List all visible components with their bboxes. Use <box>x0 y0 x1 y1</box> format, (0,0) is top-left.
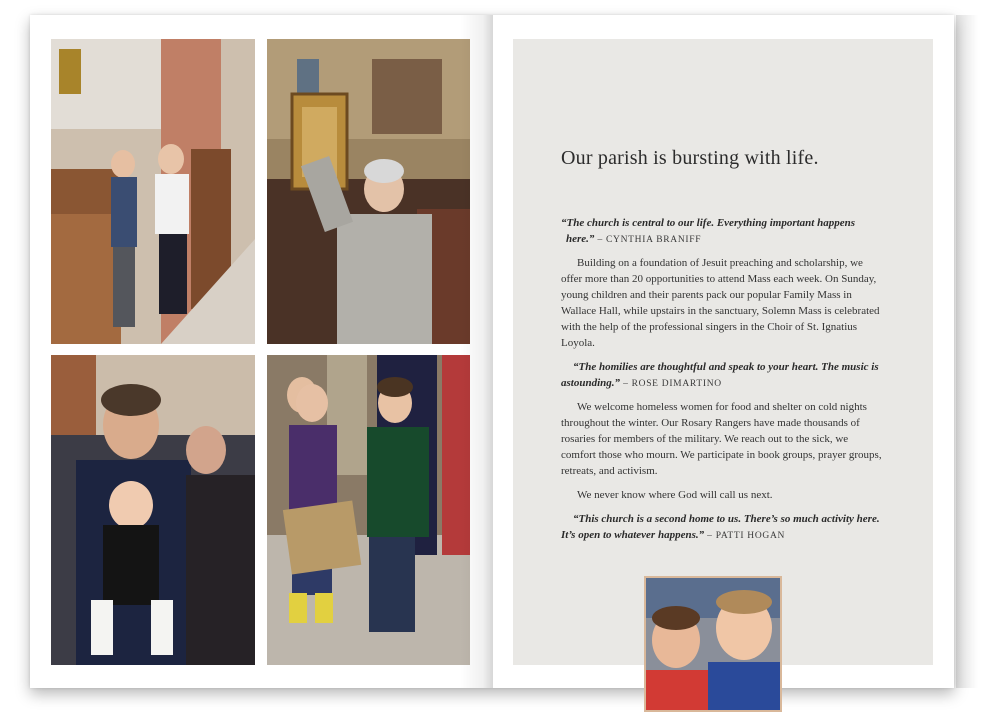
pull-quote-dimartino <box>561 359 883 392</box>
page-headline: Our parish is bursting with life. <box>561 147 819 169</box>
gutter-shadow <box>460 15 493 688</box>
left-page <box>30 15 493 688</box>
two-boys-smiling-illustration <box>646 578 780 710</box>
quote-text: “The homilies are thoughtful and speak to your heart. The music is astounding.” <box>561 361 879 389</box>
body-paragraph-closing: We never know where God will call us next. <box>577 489 773 501</box>
two-boys-smiling-photo <box>644 576 782 712</box>
boys-with-basket-photo <box>267 355 470 665</box>
body-paragraph-mass: Building on a foundation of Jesuit preaching and scholarship, we offer more than 20 opportunities to attend Mass each week. On Sunday, young children and their parents pack our popular Family Mass in Wallace Hall, while upstairs in the sanctuary, Solemn Mass is celebrated with the help of the professional singers in the Choir of St. Ignatius Loyola. <box>561 257 880 349</box>
quote-attribution: – PATTI HOGAN <box>704 531 786 541</box>
raising-gospel-book-illustration <box>267 39 470 344</box>
right-page <box>493 15 954 688</box>
gutter-shadow-right <box>956 15 978 688</box>
text-panel <box>513 39 933 665</box>
father-with-baby-photo <box>51 355 255 665</box>
father-with-baby-illustration <box>51 355 255 665</box>
children-in-pews-illustration <box>51 39 255 344</box>
brochure-spread <box>30 15 954 688</box>
raising-gospel-book-photo <box>267 39 470 344</box>
pull-quote-hogan <box>561 511 883 544</box>
quote-attribution: – CYNTHIA BRANIFF <box>594 235 702 245</box>
quote-text: “The church is central to our life. Everything important happens here.” <box>561 217 855 245</box>
children-in-pews-photo <box>51 39 255 344</box>
quote-attribution: – ROSE DIMARTINO <box>620 379 722 389</box>
quote-text: “This church is a second home to us. There’s so much activity here. It’s open to whatever happens.” <box>561 513 880 541</box>
boys-with-basket-illustration <box>267 355 470 665</box>
body-paragraph-outreach: We welcome homeless women for food and shelter on cold nights throughout the winter. Our Rosary Rangers have made thousands of rosaries for members of the military. We reach out to the sick, we comfort those who mourn. We participate in book groups, prayer groups, retreats, and activism. <box>561 401 882 477</box>
pull-quote-braniff <box>561 215 883 248</box>
